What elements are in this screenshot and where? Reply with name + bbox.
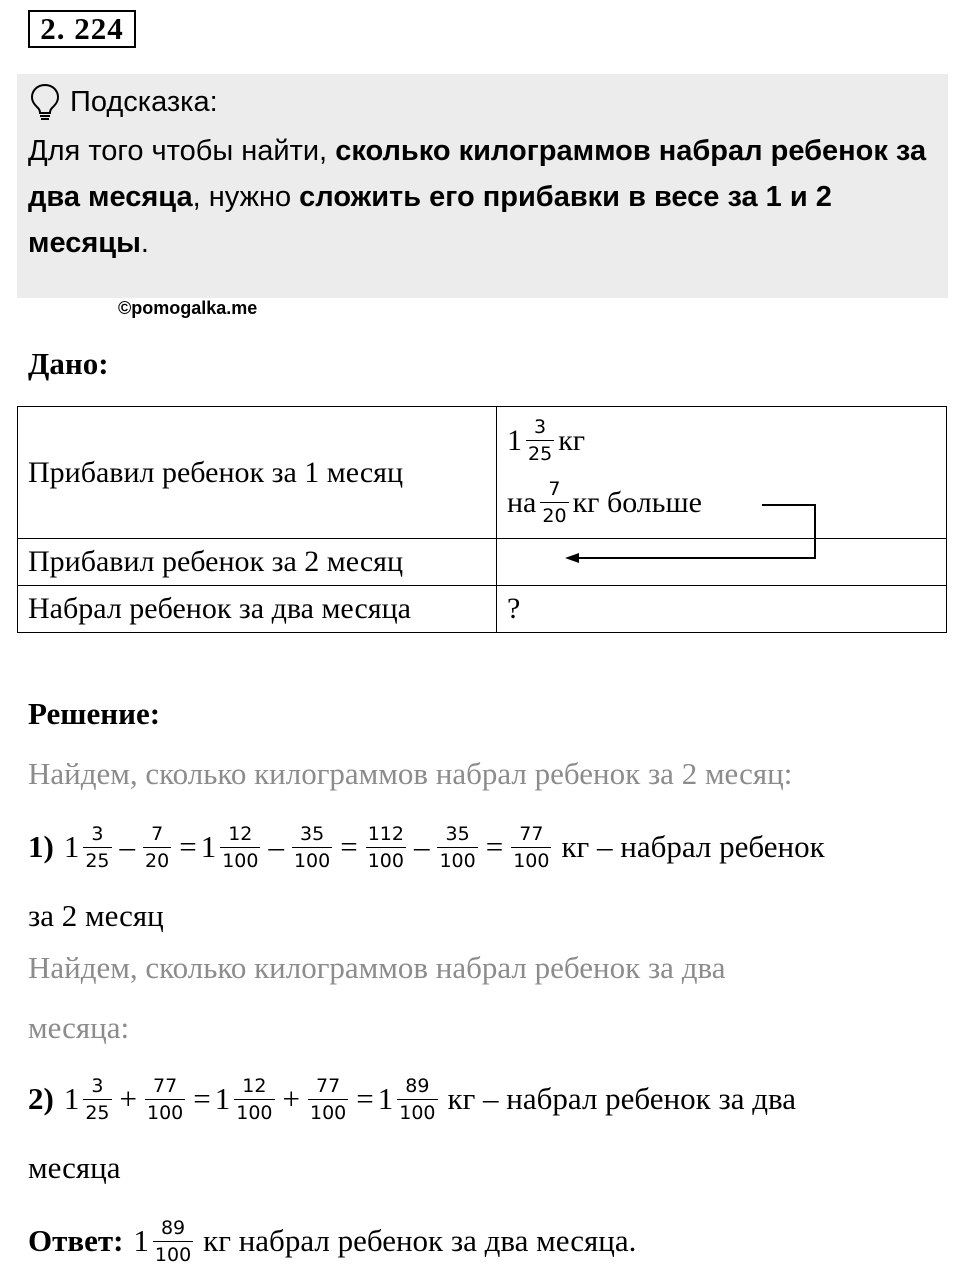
fraction <box>220 823 260 872</box>
denominator: 25 <box>526 440 554 465</box>
given-line2-post: кг больше <box>572 485 702 519</box>
given-row-3-label: Набрал ребенок за два месяца <box>18 586 497 633</box>
given-whole: 1 <box>507 423 522 457</box>
given-row-3-value: ? <box>497 586 947 633</box>
operator: = <box>193 1081 211 1116</box>
step2-intro-b: месяца: <box>28 1010 130 1045</box>
arrow-icon <box>0 0 960 600</box>
given-row-2-label: Прибавил ребенок за 2 месяц <box>18 539 497 586</box>
numerator: 77 <box>153 1074 178 1097</box>
numerator: 12 <box>242 1074 267 1097</box>
numerator: 89 <box>405 1074 430 1097</box>
step1-equation <box>28 812 825 882</box>
operator: = <box>485 829 504 864</box>
operator: – <box>119 829 136 864</box>
hint-title-text: Подсказка: <box>70 85 218 118</box>
fraction <box>437 823 477 872</box>
fraction <box>511 823 551 872</box>
fraction <box>397 1075 437 1124</box>
answer-label: Ответ: <box>28 1223 124 1258</box>
task-number: 2. 224 <box>28 10 136 48</box>
numerator: 3 <box>534 416 547 438</box>
numerator: 77 <box>519 822 544 845</box>
hint-text-1: Для того чтобы найти, <box>28 135 336 167</box>
hint-text-4: сложить его прибавки в весе за 1 и 2 месяцы <box>28 181 832 259</box>
numerator: 35 <box>299 822 325 845</box>
hint-text-2: сколько килограммов набрал ребенок за два месяца <box>28 135 927 213</box>
step1-tail: кг – набрал ребенок <box>561 829 825 864</box>
numerator: 3 <box>91 1074 104 1097</box>
whole-part: 1 <box>214 1081 231 1116</box>
given-heading: Дано: <box>28 346 109 381</box>
whole-part: 1 <box>63 829 80 864</box>
step1-number: 1) <box>28 829 54 864</box>
fraction <box>234 1075 274 1124</box>
operator: = <box>340 829 358 864</box>
whole-part: 1 <box>133 1223 149 1258</box>
numerator: 89 <box>160 1216 186 1239</box>
step2-tail: кг – набрал ребенок за два <box>447 1081 796 1116</box>
answer-text: кг набрал ребенок за два месяца. <box>203 1223 637 1258</box>
denominator: 100 <box>292 847 332 872</box>
given-line2-pre: на <box>507 485 537 519</box>
denominator: 100 <box>153 1241 193 1266</box>
whole-part: 1 <box>200 829 217 864</box>
step2-number: 2) <box>28 1081 54 1116</box>
fraction <box>145 1075 185 1124</box>
numerator: 7 <box>151 822 164 845</box>
operator: + <box>282 1081 300 1116</box>
fraction <box>308 1075 348 1124</box>
step1-intro: Найдем, сколько килограммов набрал ребенок за 2 месяц: <box>28 756 793 791</box>
fraction <box>366 823 406 872</box>
fraction <box>153 1217 193 1266</box>
fraction <box>143 823 171 872</box>
denominator: 100 <box>308 1099 348 1124</box>
numerator: 7 <box>548 478 561 500</box>
operator: = <box>179 829 197 864</box>
denominator: 20 <box>540 502 568 527</box>
denominator: 100 <box>234 1099 274 1124</box>
given-unit: кг <box>558 423 586 457</box>
given-row-1-label: Прибавил ребенок за 1 месяц <box>18 407 497 539</box>
operator: = <box>356 1081 374 1116</box>
answer <box>28 1206 636 1276</box>
denominator: 100 <box>220 847 260 872</box>
whole-part: 1 <box>377 1081 394 1116</box>
numerator: 12 <box>228 822 253 845</box>
fraction <box>292 823 332 872</box>
whole-part: 1 <box>63 1081 80 1116</box>
denominator: 100 <box>145 1099 185 1124</box>
hint-text-3: , нужно <box>192 181 300 213</box>
denominator: 20 <box>143 847 171 872</box>
solution-heading: Решение: <box>28 696 161 731</box>
step2-intro-a: Найдем, сколько килограммов набрал ребенок за два <box>28 950 726 985</box>
hint-text-5: . <box>140 227 149 259</box>
numerator: 112 <box>367 822 404 845</box>
operator: + <box>119 1081 137 1116</box>
denominator: 100 <box>397 1099 437 1124</box>
fraction <box>83 1075 111 1124</box>
denominator: 100 <box>366 847 406 872</box>
operator: – <box>413 829 430 864</box>
numerator: 35 <box>445 822 470 845</box>
step2-equation <box>28 1064 796 1134</box>
denominator: 25 <box>83 1099 111 1124</box>
denominator: 100 <box>437 847 477 872</box>
denominator: 25 <box>83 847 111 872</box>
step1-tail-2: за 2 месяц <box>28 898 164 933</box>
fraction <box>83 823 111 872</box>
numerator: 3 <box>91 822 104 845</box>
numerator: 77 <box>316 1074 341 1097</box>
watermark: ©pomogalka.me <box>118 298 258 318</box>
operator: – <box>268 829 284 864</box>
step2-tail-2: месяца <box>28 1150 121 1185</box>
denominator: 100 <box>511 847 551 872</box>
